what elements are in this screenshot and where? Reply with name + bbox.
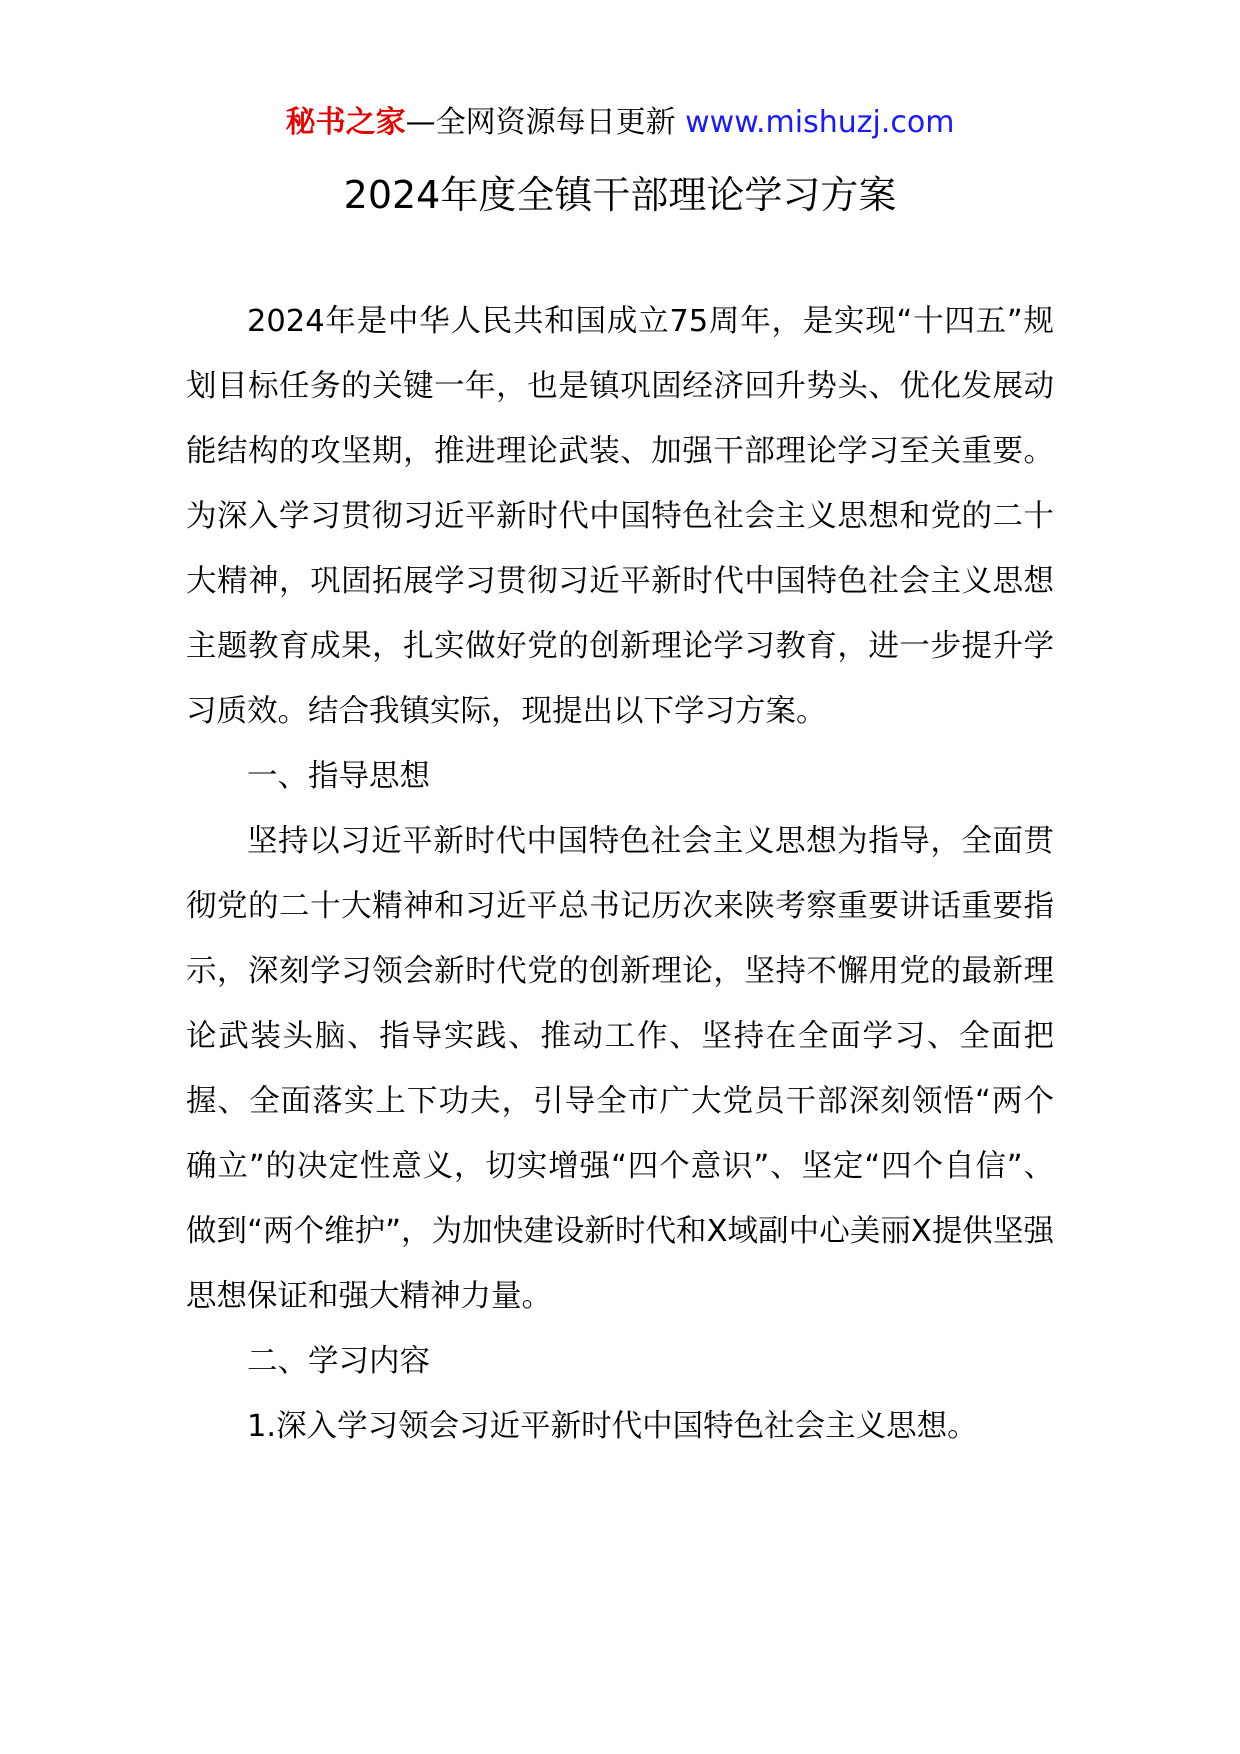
document-body: [186, 289, 1054, 1459]
site-brand: 秘书之家: [285, 105, 406, 140]
section-heading-guiding-ideology: 一、指导思想: [247, 759, 430, 794]
paragraph-intro: 2024年是中华人民共和国成立75周年，是实现“十四五”规划目标任务的关键一年，也是镇巩固经济回升势头、优化发展动能结构的攻坚期，推进理论武装、加强干部理论学习至关重要。为深入学习贯彻习近平新时代中国特色社会主义思想和党的二十大精神，巩固拓展学习贯彻习近平新时代中国特色社会主义思想主题教育成果，扎实做好党的创新理论学习教育，进一步提升学习质效。结合我镇实际，现提出以下学习方案。: [186, 304, 1054, 729]
site-tagline: —全网资源每日更新: [405, 105, 676, 140]
site-header: [0, 100, 1240, 146]
document-title: 2024年度全镇干部理论学习方案: [343, 173, 897, 217]
section-heading-study-content: 二、学习内容: [247, 1344, 430, 1379]
site-url-link[interactable]: www.mishuzj.com: [685, 105, 955, 140]
paragraph-study-item-1: 1.深入学习领会习近平新时代中国特色社会主义思想。: [247, 1409, 978, 1444]
paragraph-guiding-ideology: 坚持以习近平新时代中国特色社会主义思想为指导，全面贯彻党的二十大精神和习近平总书记历次来陕考察重要讲话重要指示，深刻学习领会新时代党的创新理论，坚持不懈用党的最新理论武装头脑、指导实践、推动工作、坚持在全面学习、全面把握、全面落实上下功夫，引导全市广大党员干部深刻领悟“两个确立”的决定性意义，切实增强“四个意识”、坚定“四个自信”、做到“两个维护”，为加快建设新时代和X域副中心美丽X提供坚强思想保证和强大精神力量。: [186, 824, 1054, 1314]
